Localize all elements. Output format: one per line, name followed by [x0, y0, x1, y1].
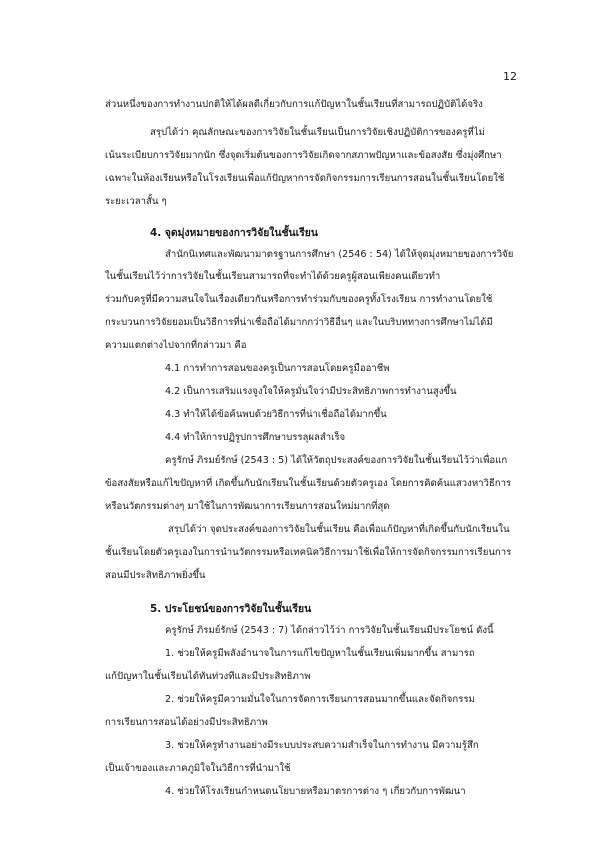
- text-line: สรุปได้ว่า จุดประสงค์ของการวิจัยในชั้นเรียน คือเพื่อแก้ปัญหาที่เกิดขึ้นกับนักเรียนใน: [168, 524, 510, 535]
- text-line: ระยะเวลาสั้น ๆ: [105, 196, 167, 207]
- text-line: สรุปได้ว่า คุณลักษณะของการวิจัยในชั้นเรียนเป็นการวิจัยเชิงปฏิบัติการของครูที่ไม่: [150, 127, 485, 138]
- text-line: ร่วมกับครูที่มีความสนใจในเรื่องเดียวกันหรือการทำร่วมกับของครูทั้งโรงเรียน การทำงานโดยใช้: [105, 294, 493, 305]
- text-line: สอนมีประสิทธิภาพยิ่งขึ้น: [105, 570, 206, 581]
- list-item: 1. ช่วยให้ครูมีพลังอำนาจในการแก้ไขปัญหาในชั้นเรียนเพิ่มมากขึ้น สามารถ: [165, 648, 475, 659]
- text-line: เฉพาะในห้องเรียนหรือในโรงเรียนเพื่อแก้ปัญหาการจัดกิจกรรมการเรียนการสอนในชั้นเรียนโดยใช้: [105, 173, 505, 184]
- list-item: 4.4 ทำให้การปฏิรูปการศึกษาบรรลุผลสำเร็จ: [165, 432, 346, 443]
- text-line: เป็นเจ้าของและภาคภูมิใจในวิธีการที่นำมาใช้: [105, 763, 291, 774]
- text-line: ครูรักษ์ ภิรมย์รักษ์ (2543 : 7) ได้กล่าวไว้ว่า การวิจัยในชั้นเรียนมีประโยชน์ ดังนี้: [165, 625, 494, 636]
- section-heading: 4. จุดมุ่งหมายของการวิจัยในชั้นเรียน: [150, 227, 318, 239]
- text-line: การเรียนการสอนได้อย่างมีประสิทธิภาพ: [105, 717, 268, 728]
- text-line: ชั้นเรียนโดยตัวครูเองในการนำนวัตกรรมหรือเทคนิควิธีการมาใช้เพื่อให้การจัดกิจกรรมการเรียนการ: [105, 547, 512, 558]
- list-item: 4.2 เป็นการเสริมแรงจูงใจให้ครูมั่นใจว่ามีประสิทธิภาพการทำงานสูงขึ้น: [165, 386, 457, 397]
- text-line: หรือนวัตกรรมต่างๆ มาใช้ในการพัฒนาการเรียนการสอนใหม่มากที่สุด: [105, 501, 390, 512]
- text-line: กระบวนการวิจัยยอมเป็นวิธีการที่น่าเชื่อถือได้มากกว่าวิธีอื่นๆ และในบริบททางการศึกษาไม่ได้มี: [105, 317, 493, 328]
- list-item: 3. ช่วยให้ครูทำงานอย่างมีระบบประสบความสำเร็จในการทำงาน มีความรู้สึก: [165, 740, 479, 751]
- list-item: 4.3 ทำให้ได้ข้อค้นพบด้วยวิธีการที่น่าเชื่อถือได้มากขึ้น: [165, 409, 387, 420]
- text-line: ส่วนหนึ่งของการทำงานปกติให้ได้ผลดีเกี่ยวกับการแก้ปัญหาในชั้นเรียนที่สามารถปฏิบัติได้จริง: [105, 99, 483, 110]
- text-line: เน้นระเบียบการวิจัยมากนัก ซึ่งจุดเริ่มต้นของการวิจัยเกิดจากสภาพปัญหาและข้อสงสัย ซึ่งมุ่งศึกษา: [105, 150, 502, 161]
- text-line: แก้ปัญหาในชั้นเรียนได้ทันท่วงทีและมีประสิทธิภาพ: [105, 671, 311, 682]
- page-number: 12: [503, 70, 517, 83]
- text-line: ในชั้นเรียนไว้ว่าการวิจัยในชั้นเรียนสามารถที่จะทำได้ด้วยครูผู้สอนเพียงคนเดียวทำ: [105, 271, 441, 282]
- text-line: ครูรักษ์ ภิรมย์รักษ์ (2543 : 5) ได้ให้วัตถุประสงค์ของการวิจัยในชั้นเรียนไว้ว่าเพื่อแก: [165, 455, 508, 466]
- text-line: สำนักนิเทศและพัฒนามาตรฐานการศึกษา (2546 : 54) ได้ให้จุดมุ่งหมายของการวิจัย: [165, 249, 514, 260]
- text-line: ข้อสงสัยหรือแก้ไขปัญหาที่ เกิดขึ้นกับนักเรียนในชั้นเรียนด้วยตัวครูเอง โดยการคิดค้นแสวงหาวิธีการ: [105, 478, 512, 489]
- list-item: 4. ช่วยให้โรงเรียนกำหนดนโยบายหรือมาตรการต่าง ๆ เกี่ยวกับการพัฒนา: [165, 786, 466, 797]
- list-item: 4.1 การทำการสอนของครูเป็นการสอนโดยครูมืออาชีพ: [165, 363, 390, 374]
- list-item: 2. ช่วยให้ครูมีความมั่นใจในการจัดการเรียนการสอนมากขึ้นและจัดกิจกรรม: [165, 694, 475, 705]
- text-line: ความแตกต่างไปจากที่กล่าวมา คือ: [105, 340, 247, 351]
- section-heading: 5. ประโยชน์ของการวิจัยในชั้นเรียน: [150, 603, 312, 615]
